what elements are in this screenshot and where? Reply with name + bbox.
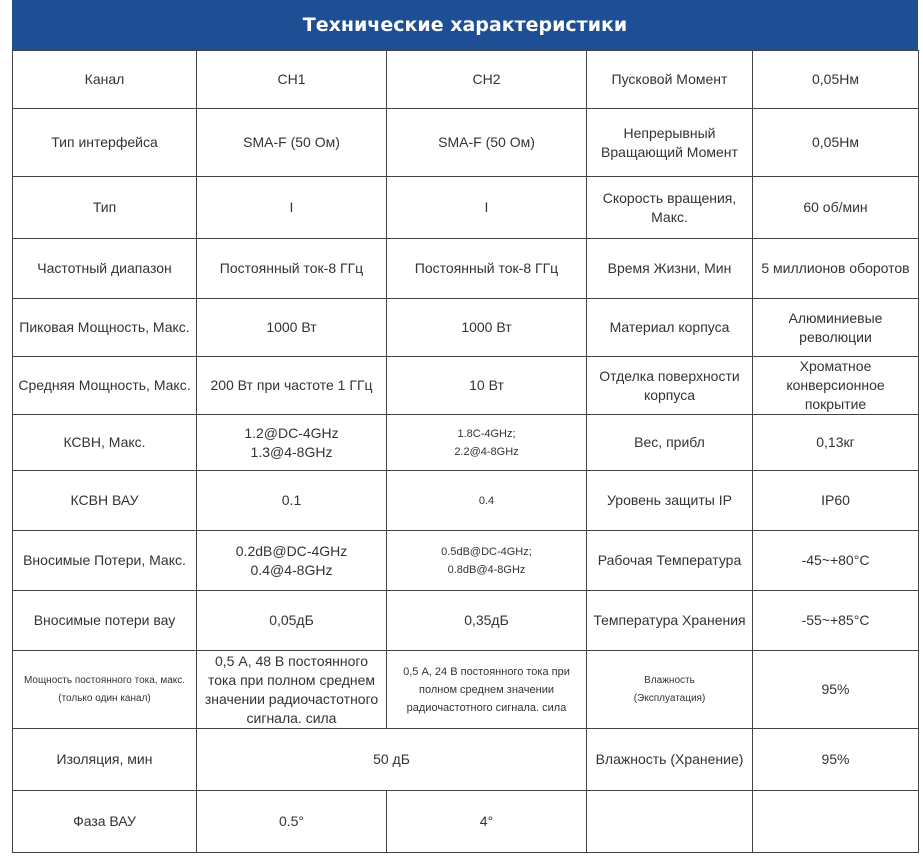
table-cell [387,415,587,471]
table-cell: 50 дБ [197,729,587,791]
table-row [13,471,919,531]
row-label: Пиковая Мощность, Макс. [13,299,197,357]
table-cell: 0,05Нм [753,109,919,177]
row-label: Отделка поверхности корпуса [587,357,753,415]
cell-line: 0.4@4-8GHz [250,561,333,578]
table-cell [387,531,587,591]
table-row [13,651,919,729]
table-cell: IP60 [753,471,919,531]
table-cell: Постоянный ток-8 ГГц [387,239,587,299]
table-cell: 0,05дБ [197,591,387,651]
row-label: Рабочая Температура [587,531,753,591]
table-cell: 0.1 [197,471,387,531]
table-cell: 4° [387,791,587,853]
row-label: Влажность (Хранение) [587,729,753,791]
row-label: Пусковой Момент [587,51,753,109]
row-label: Уровень защиты IP [587,471,753,531]
table-cell: SMA-F (50 Ом) [387,109,587,177]
cell-line: 0.8dB@4-8GHz [447,563,526,576]
table-cell: 1000 Вт [387,299,587,357]
table-row [13,357,919,415]
table-row [13,109,919,177]
table-row [13,51,919,109]
table-cell: 0,5 А, 24 В постоянного тока при полном среднем значении радиочастотного сигнала. сила [387,651,587,729]
cell-line: 1.8C-4GHz; [457,427,516,440]
table-cell: Алюминиевые революции [753,299,919,357]
row-label: Фаза ВАУ [13,791,197,853]
table-row [13,177,919,239]
spec-table [12,50,919,853]
spec-sheet [12,0,918,853]
row-label [587,791,753,853]
row-label: Тип [13,177,197,239]
row-label: Вносимые потери вау [13,591,197,651]
table-cell: 95% [753,651,919,729]
row-label: Время Жизни, Мин [587,239,753,299]
row-label: КСВН ВАУ [13,471,197,531]
row-label: КСВН, Макс. [13,415,197,471]
table-cell: Хроматное конверсионное покрытие [753,357,919,415]
cell-line: 0.2dB@DC-4GHz [235,542,348,559]
table-row [13,531,919,591]
row-label: Вес, прибл [587,415,753,471]
table-row [13,415,919,471]
table-cell: 95% [753,729,919,791]
table-cell: 1000 Вт [197,299,387,357]
row-label: Скорость вращения, Макс. [587,177,753,239]
table-cell: -45~+80°C [753,531,919,591]
table-cell: CH2 [387,51,587,109]
table-cell: SMA-F (50 Ом) [197,109,387,177]
row-label: Частотный диапазон [13,239,197,299]
table-cell: 0.4 [387,471,587,531]
table-cell: CH1 [197,51,387,109]
row-label: Материал корпуса [587,299,753,357]
row-label: Непрерывный Вращающий Момент [587,109,753,177]
table-cell: 5 миллионов оборотов [753,239,919,299]
cell-line: 1.2@DC-4GHz [244,424,339,441]
cell-line: 0.5dB@DC-4GHz; [441,545,532,558]
cell-line: 1.3@4-8GHz [250,443,333,460]
table-row [13,299,919,357]
cell-line: Влажность [644,674,695,686]
table-row [13,791,919,853]
row-label: Канал [13,51,197,109]
table-cell: Постоянный ток-8 ГГц [197,239,387,299]
cell-line: (Эксплуатация) [633,692,706,704]
table-row [13,729,919,791]
table-cell: 0,5 А, 48 В постоянного тока при полном среднем значении радиочастотного сигнала. сила [197,651,387,729]
table-cell: I [387,177,587,239]
table-cell: 0.5° [197,791,387,853]
row-label: Мощность постоянного тока, макс. (только один канал) [13,651,197,729]
table-cell [197,531,387,591]
row-label: Изоляция, мин [13,729,197,791]
row-label [587,651,753,729]
table-cell: 10 Вт [387,357,587,415]
row-label: Тип интерфейса [13,109,197,177]
table-cell: -55~+85°C [753,591,919,651]
table-row [13,591,919,651]
row-label: Средняя Мощность, Макс. [13,357,197,415]
row-label: Вносимые Потери, Макс. [13,531,197,591]
table-cell [753,791,919,853]
table-cell: 0,13кг [753,415,919,471]
table-cell: I [197,177,387,239]
table-row [13,239,919,299]
row-label: Температура Хранения [587,591,753,651]
table-cell: 200 Вт при частоте 1 ГГц [197,357,387,415]
table-cell: 0,35дБ [387,591,587,651]
table-cell: 0,05Нм [753,51,919,109]
table-title: Технические характеристики [12,0,918,50]
cell-line: 2.2@4-8GHz [454,445,519,458]
table-cell: 60 об/мин [753,177,919,239]
table-cell [197,415,387,471]
